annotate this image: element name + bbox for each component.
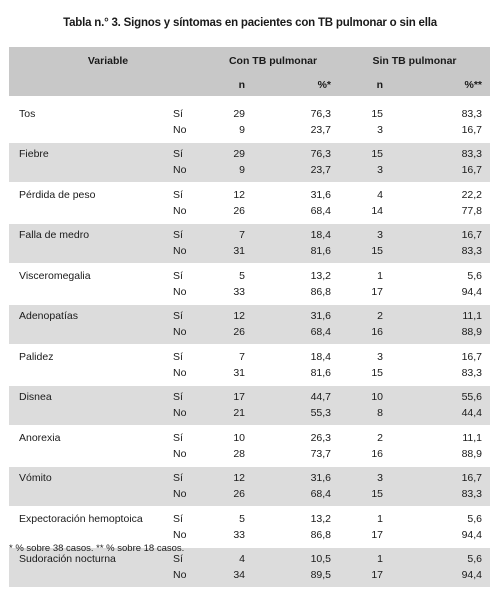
table-row [9, 203, 490, 224]
header-con-tb: Con TB pulmonar [207, 47, 339, 74]
variable-name: Disnea [9, 386, 169, 406]
variable-group [9, 224, 490, 265]
response-label: No [169, 162, 207, 183]
table-row [9, 345, 490, 365]
header-variable: Variable [9, 47, 207, 74]
pct-con-tb: 68,4 [249, 486, 339, 507]
response-label: Sí [169, 548, 207, 568]
pct-sin-tb: 11,1 [387, 305, 490, 325]
n-sin-tb: 15 [339, 486, 387, 507]
pct-sin-tb: 94,4 [387, 284, 490, 305]
n-sin-tb: 3 [339, 122, 387, 143]
table-row [9, 467, 490, 487]
header-blank [9, 74, 207, 96]
n-sin-tb: 17 [339, 284, 387, 305]
pct-sin-tb: 77,8 [387, 203, 490, 224]
n-con-tb: 31 [207, 365, 249, 386]
variable-name-blank [9, 203, 169, 224]
n-con-tb: 12 [207, 305, 249, 325]
pct-con-tb: 23,7 [249, 122, 339, 143]
response-label: Sí [173, 351, 183, 363]
variable-group [9, 507, 490, 548]
table-row [9, 426, 490, 446]
pct-con-tb: 18,4 [310, 351, 332, 363]
response-label: Sí [173, 189, 183, 201]
table-row [9, 486, 490, 507]
n-con-tb: 5 [239, 513, 245, 525]
table-row [9, 446, 490, 467]
n-con-tb: 4 [207, 548, 249, 568]
variable-group [9, 467, 490, 508]
variable-name-blank [9, 284, 169, 305]
header-n-sin: n [339, 74, 387, 96]
table-row [9, 162, 490, 183]
pct-sin-tb: 16,7 [387, 122, 490, 143]
pct-sin-tb: 88,9 [387, 446, 490, 467]
variable-group [9, 426, 490, 467]
table-row [9, 183, 490, 203]
response-label: Sí [169, 305, 207, 325]
variable-group [9, 183, 490, 224]
response-label: No [169, 446, 207, 467]
response-label: No [169, 486, 207, 507]
n-sin-tb: 15 [371, 108, 384, 120]
pct-sin-tb: 94,4 [387, 567, 490, 588]
n-con-tb: 21 [207, 405, 249, 426]
variable-name-blank [9, 162, 169, 183]
response-label: Sí [169, 143, 207, 163]
pct-sin-tb: 83,3 [387, 143, 490, 163]
response-label: No [169, 243, 207, 264]
n-sin-tb: 14 [339, 203, 387, 224]
response-label: No [169, 365, 207, 386]
variable-name: Visceromegalia [19, 270, 91, 282]
pct-con-tb: 55,3 [249, 405, 339, 426]
variable-name: Sudoración nocturna [9, 548, 169, 568]
pct-sin-tb: 16,7 [387, 224, 490, 244]
pct-sin-tb: 83,3 [387, 486, 490, 507]
variable-name: Adenopatías [9, 305, 169, 325]
pct-con-tb: 26,3 [310, 432, 332, 444]
variable-name-blank [9, 405, 169, 426]
n-con-tb: 9 [207, 162, 249, 183]
n-con-tb: 31 [207, 243, 249, 264]
n-con-tb: 12 [233, 189, 245, 201]
n-sin-tb: 3 [339, 162, 387, 183]
pct-sin-tb: 5,6 [467, 270, 483, 282]
pct-con-tb: 81,6 [249, 365, 339, 386]
variable-name-blank [9, 324, 169, 345]
table-row [9, 305, 490, 325]
pct-sin-tb: 16,7 [387, 467, 490, 487]
header-n-con: n [207, 74, 249, 96]
variable-name-blank [9, 243, 169, 264]
response-label: No [169, 567, 207, 588]
response-label: Sí [173, 270, 183, 282]
pct-con-tb: 68,4 [249, 324, 339, 345]
n-con-tb: 12 [207, 467, 249, 487]
n-con-tb: 26 [207, 203, 249, 224]
n-con-tb: 17 [207, 386, 249, 406]
n-sin-tb: 2 [339, 305, 387, 325]
pct-con-tb: 68,4 [249, 203, 339, 224]
response-label: Sí [173, 513, 183, 525]
n-sin-tb: 1 [377, 513, 384, 525]
pct-con-tb: 13,2 [310, 513, 332, 525]
n-con-tb: 7 [239, 351, 245, 363]
response-label: No [169, 527, 207, 548]
signs-symptoms-table [9, 47, 490, 589]
variable-name-blank [9, 365, 169, 386]
variable-group [9, 305, 490, 346]
variable-group [9, 103, 490, 143]
variable-name: Palidez [19, 351, 54, 363]
pct-sin-tb: 55,6 [387, 386, 490, 406]
variable-name: Falla de medro [9, 224, 169, 244]
variable-group [9, 143, 490, 184]
table-row [9, 224, 490, 244]
pct-con-tb: 10,5 [249, 548, 339, 568]
response-label: No [169, 405, 207, 426]
header-pct-sin: %** [387, 74, 490, 96]
pct-con-tb: 18,4 [249, 224, 339, 244]
n-sin-tb: 15 [339, 243, 387, 264]
n-sin-tb: 16 [339, 446, 387, 467]
n-sin-tb: 1 [377, 270, 384, 282]
n-sin-tb: 17 [339, 567, 387, 588]
header-pct-con: %* [249, 74, 339, 96]
pct-sin-tb: 5,6 [387, 548, 490, 568]
n-con-tb: 9 [207, 122, 249, 143]
n-sin-tb: 2 [377, 432, 384, 444]
footnote: * % sobre 38 casos. ** % sobre 18 casos. [9, 543, 185, 554]
table-row [9, 507, 490, 527]
response-label: Sí [169, 386, 207, 406]
pct-sin-tb: 44,4 [387, 405, 490, 426]
pct-sin-tb: 88,9 [387, 324, 490, 345]
n-sin-tb: 16 [339, 324, 387, 345]
variable-name-blank [9, 446, 169, 467]
table-row [9, 103, 490, 122]
variable-name-blank [9, 486, 169, 507]
pct-sin-tb: 83,3 [461, 108, 483, 120]
variable-name: Pérdida de peso [19, 189, 96, 201]
table-row [9, 143, 490, 163]
pct-sin-tb: 83,3 [387, 365, 490, 386]
response-label: No [169, 324, 207, 345]
pct-con-tb: 76,3 [249, 143, 339, 163]
pct-sin-tb: 11,1 [462, 432, 483, 444]
n-sin-tb: 17 [339, 527, 387, 548]
response-label: No [169, 203, 207, 224]
variable-name-blank [9, 122, 169, 143]
table-row [9, 122, 490, 143]
pct-con-tb: 44,7 [249, 386, 339, 406]
pct-sin-tb: 16,7 [387, 162, 490, 183]
table-row [9, 324, 490, 345]
pct-con-tb: 31,6 [310, 189, 332, 201]
pct-con-tb: 13,2 [310, 270, 332, 282]
table-row [9, 386, 490, 406]
table-title: Tabla n.° 3. Signos y síntomas en pacientes con TB pulmonar o sin ella [63, 17, 437, 29]
table-row [9, 567, 490, 588]
n-con-tb: 5 [239, 270, 245, 282]
pct-con-tb: 76,3 [310, 108, 332, 120]
variable-name-blank [9, 567, 169, 588]
table-row [9, 243, 490, 264]
variable-name: Anorexia [19, 432, 61, 444]
pct-sin-tb: 94,4 [387, 527, 490, 548]
variable-name: Expectoración hemoptoica [19, 513, 143, 525]
variable-group [9, 386, 490, 427]
n-sin-tb: 10 [339, 386, 387, 406]
table-row [9, 365, 490, 386]
response-label: No [169, 122, 207, 143]
table-row [9, 264, 490, 284]
n-sin-tb: 3 [377, 351, 384, 363]
pct-con-tb: 31,6 [249, 467, 339, 487]
n-sin-tb: 4 [377, 189, 384, 201]
response-label: Sí [169, 224, 207, 244]
pct-sin-tb: 5,6 [467, 513, 483, 525]
pct-sin-tb: 83,3 [387, 243, 490, 264]
response-label: Sí [169, 467, 207, 487]
pct-con-tb: 89,5 [249, 567, 339, 588]
pct-sin-tb: 22,2 [461, 189, 483, 201]
pct-sin-tb: 16,7 [461, 351, 483, 363]
n-con-tb: 26 [207, 486, 249, 507]
table-row [9, 284, 490, 305]
n-sin-tb: 1 [339, 548, 387, 568]
pct-con-tb: 23,7 [249, 162, 339, 183]
n-con-tb: 33 [207, 284, 249, 305]
n-con-tb: 29 [207, 143, 249, 163]
n-con-tb: 29 [233, 108, 245, 120]
n-con-tb: 26 [207, 324, 249, 345]
pct-con-tb: 81,6 [249, 243, 339, 264]
table-header [9, 47, 490, 103]
n-con-tb: 33 [207, 527, 249, 548]
n-sin-tb: 15 [339, 143, 387, 163]
variable-name: Tos [19, 108, 36, 120]
pct-con-tb: 73,7 [249, 446, 339, 467]
n-sin-tb: 15 [339, 365, 387, 386]
n-con-tb: 28 [207, 446, 249, 467]
response-label: Sí [173, 108, 183, 120]
response-label: No [169, 284, 207, 305]
n-con-tb: 34 [207, 567, 249, 588]
table-row [9, 405, 490, 426]
n-sin-tb: 3 [339, 467, 387, 487]
header-sin-tb: Sin TB pulmonar [339, 47, 490, 74]
variable-group [9, 345, 490, 386]
variable-group [9, 264, 490, 305]
variable-name: Vómito [9, 467, 169, 487]
pct-con-tb: 86,8 [249, 284, 339, 305]
n-con-tb: 10 [233, 432, 245, 444]
n-con-tb: 7 [207, 224, 249, 244]
pct-con-tb: 86,8 [249, 527, 339, 548]
variable-name: Fiebre [9, 143, 169, 163]
pct-con-tb: 31,6 [249, 305, 339, 325]
n-sin-tb: 8 [339, 405, 387, 426]
response-label: Sí [173, 432, 183, 444]
n-sin-tb: 3 [339, 224, 387, 244]
